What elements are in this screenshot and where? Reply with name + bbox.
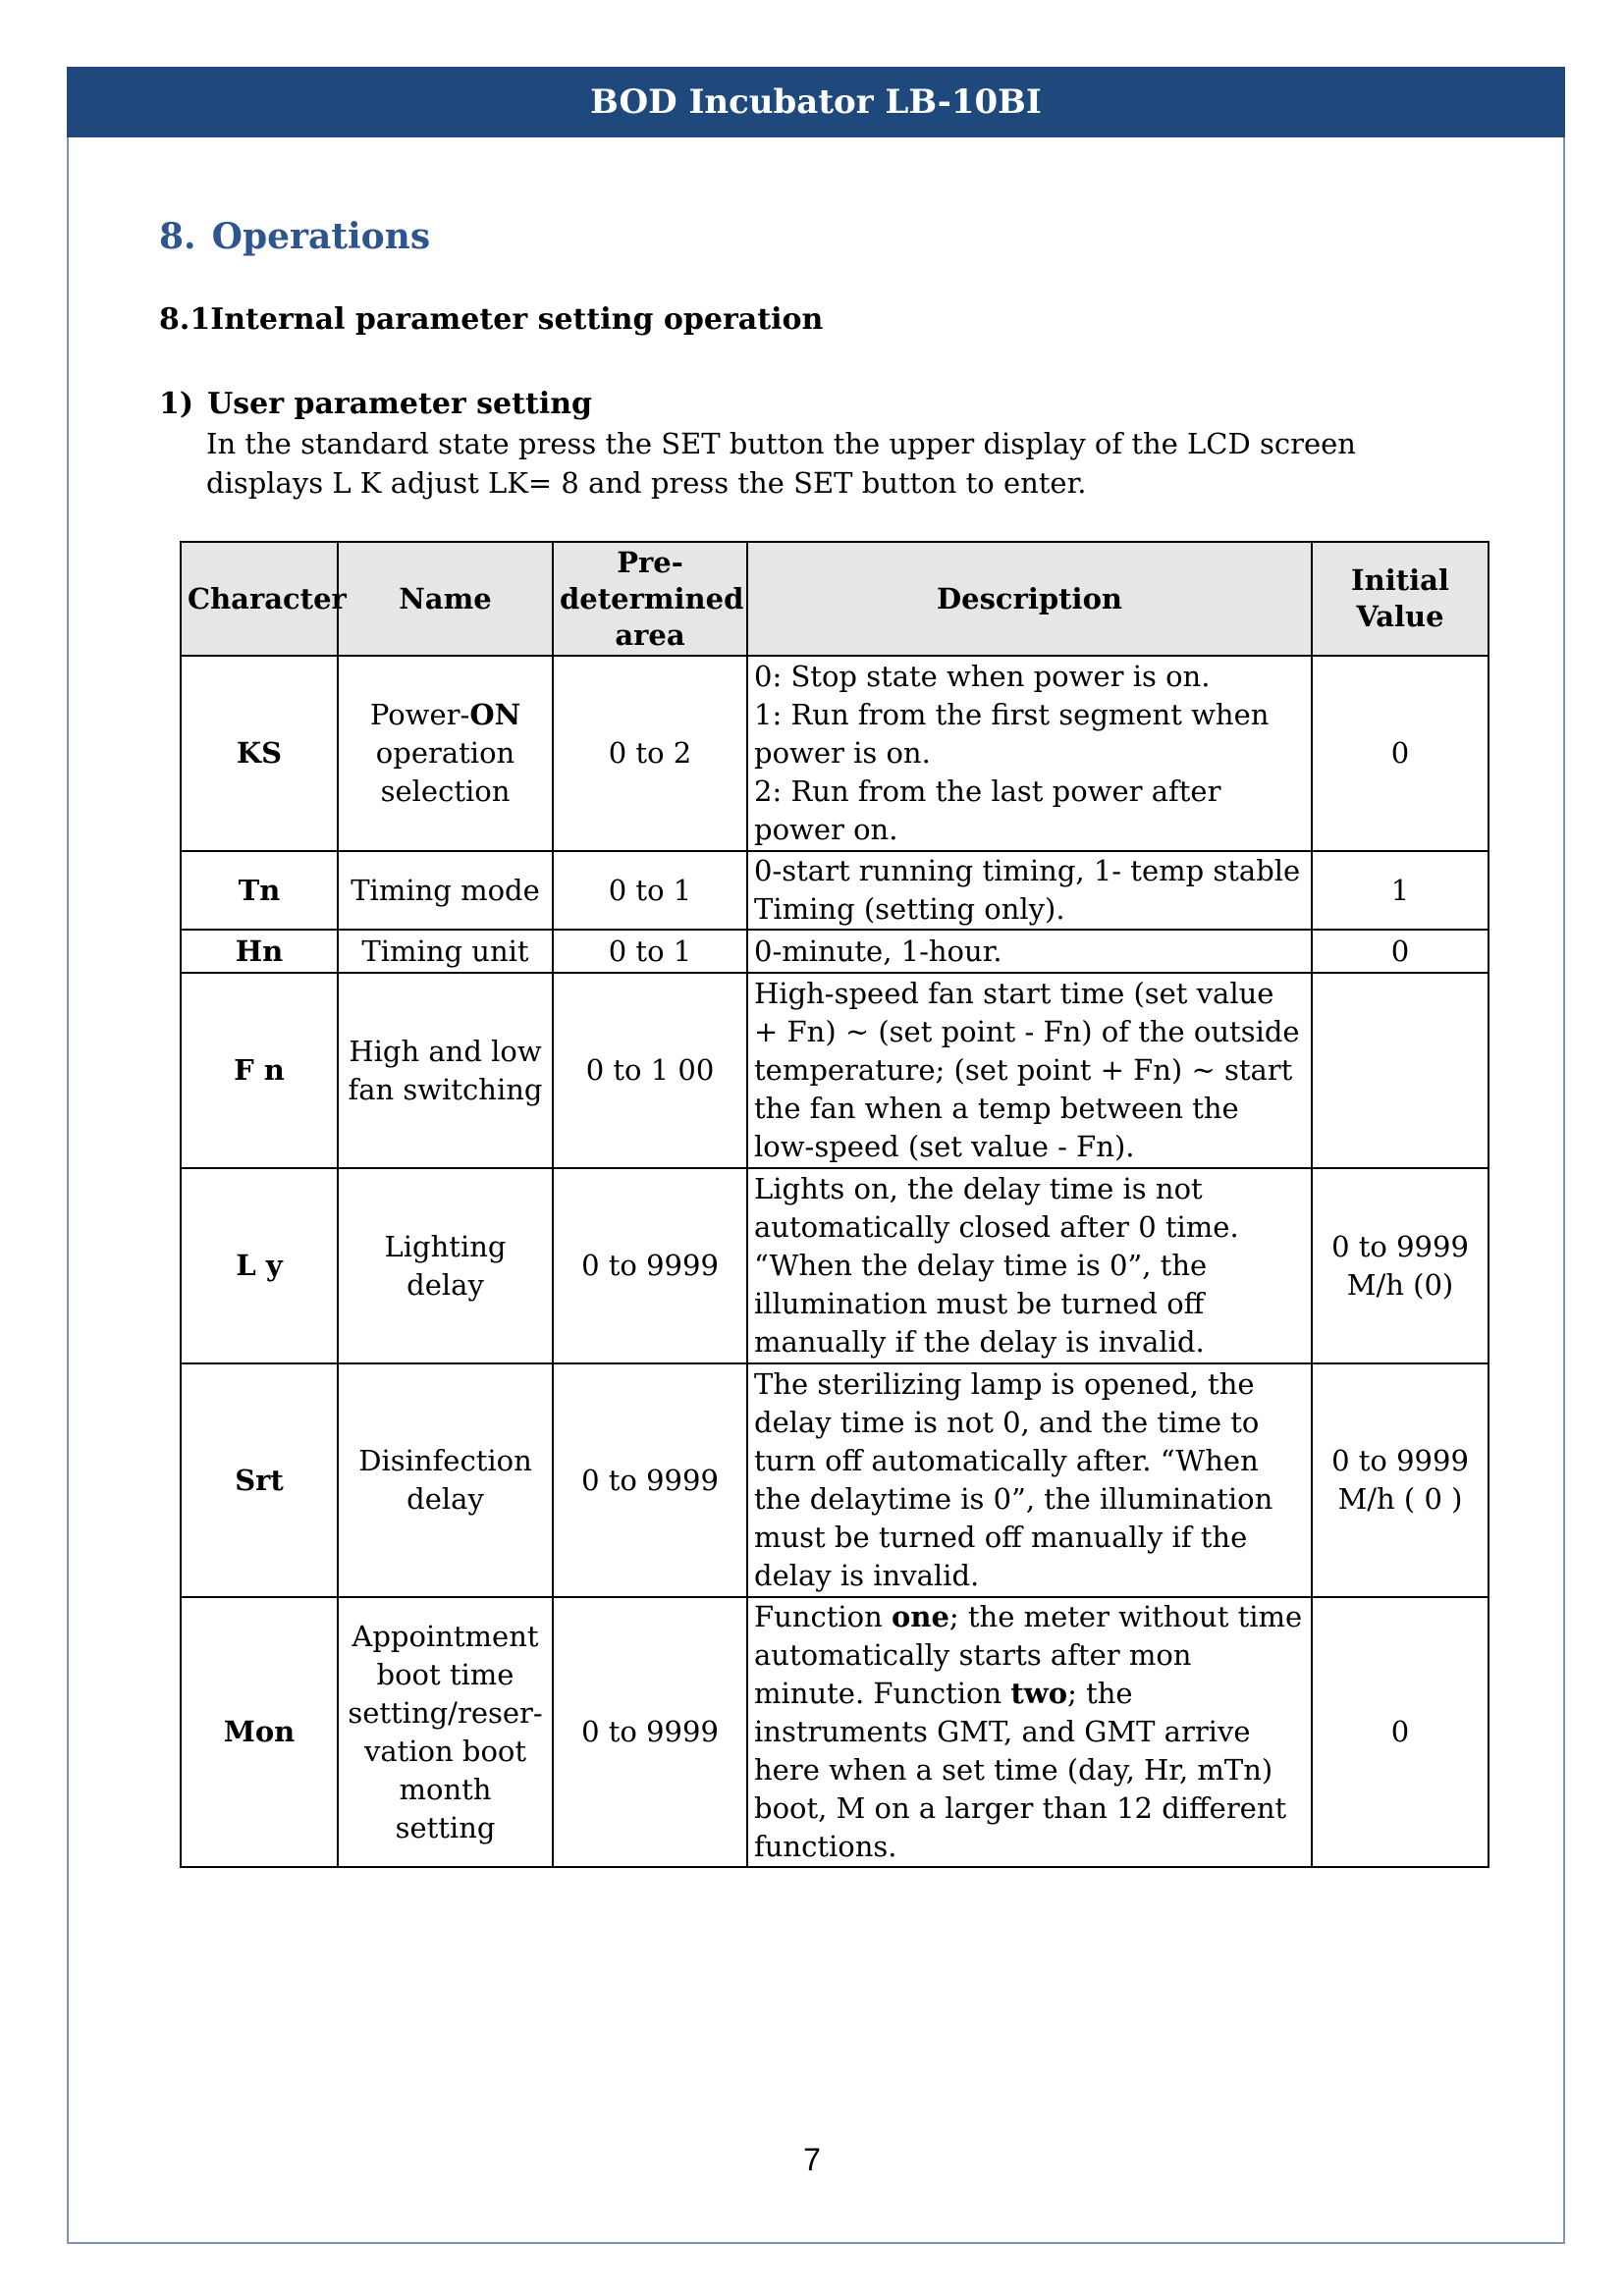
cell-character: Hn	[181, 930, 338, 973]
cell-name: Disinfection delay	[338, 1363, 553, 1597]
cell-description: High-speed fan start time (set value + Fn) ~ (set point - Fn) of the outside temperature; (set point + Fn) ~ start the fan when a temp between the low-speed (set value - Fn).	[747, 973, 1312, 1168]
description-line: 1: Run from the first segment when power is on.	[754, 698, 1270, 770]
cell-area: 0 to 9999	[553, 1363, 747, 1597]
description-text: ; the instruments GMT, and GMT arrive here when a set time (day, Hr, mTn) boot, M on a larger than 12 different functions.	[754, 1677, 1287, 1863]
name-text: operation selection	[375, 736, 515, 808]
cell-character: F n	[181, 973, 338, 1168]
table-row	[181, 1363, 1489, 1597]
item-number: 1)	[159, 387, 194, 421]
document-header: BOD Incubator LB-10BI	[67, 67, 1565, 137]
cell-description	[747, 656, 1312, 851]
section-heading	[159, 216, 430, 257]
cell-initial-value: 0	[1312, 1597, 1489, 1867]
subsection-title: Internal parameter setting operation	[210, 302, 824, 337]
cell-area: 0 to 2	[553, 656, 747, 851]
cell-initial-value: 0 to 9999 M/h (0)	[1312, 1168, 1489, 1363]
cell-name: Lighting delay	[338, 1168, 553, 1363]
header-initial-value: Initial Value	[1312, 542, 1489, 656]
description-line: 0: Stop state when power is on.	[754, 660, 1211, 693]
description-text: ; the meter without time automatically starts after mon minute.	[754, 1600, 1303, 1710]
item-body-text: In the standard state press the SET button the upper display of the LCD screen displays L K adjust LK= 8 and press the SET button to enter.	[206, 427, 1356, 500]
section-number: 8.	[159, 216, 196, 257]
cell-character: KS	[181, 656, 338, 851]
table-row	[181, 656, 1489, 851]
cell-description: 0-minute, 1-hour.	[747, 930, 1312, 973]
item-heading	[159, 387, 592, 421]
table-row	[181, 973, 1489, 1168]
table-row	[181, 930, 1489, 973]
cell-name	[338, 656, 553, 851]
description-line: 2: Run from the last power after power on.	[754, 774, 1221, 846]
name-bold-text: ON	[469, 698, 521, 731]
page-number: 7	[803, 2142, 821, 2177]
cell-area: 0 to 9999	[553, 1597, 747, 1867]
cell-initial-value: 0 to 9999 M/h ( 0 )	[1312, 1363, 1489, 1597]
cell-area: 0 to 9999	[553, 1168, 747, 1363]
cell-initial-value: 1	[1312, 851, 1489, 930]
cell-character: Mon	[181, 1597, 338, 1867]
table-row	[181, 851, 1489, 930]
cell-initial-value: 0	[1312, 930, 1489, 973]
section-title: Operations	[211, 216, 431, 257]
cell-description	[747, 1597, 1312, 1867]
cell-name: Timing mode	[338, 851, 553, 930]
cell-name: High and low fan switching	[338, 973, 553, 1168]
header-description: Description	[747, 542, 1312, 656]
header-character: Character	[181, 542, 338, 656]
header-name: Name	[338, 542, 553, 656]
header-area: Pre-determined area	[553, 542, 747, 656]
cell-area: 0 to 1	[553, 930, 747, 973]
subsection-heading	[159, 302, 823, 337]
cell-description: 0-start running timing, 1- temp stable Timing (setting only).	[747, 851, 1312, 930]
cell-character: L y	[181, 1168, 338, 1363]
description-text: Function	[873, 1677, 1011, 1710]
subsection-number: 8.1	[159, 302, 211, 337]
parameter-table	[180, 541, 1489, 1868]
cell-name: Appointment boot time setting/reser-vation boot month setting	[338, 1597, 553, 1867]
cell-area: 0 to 1	[553, 851, 747, 930]
description-text: Function	[754, 1600, 893, 1633]
name-text: Power-	[369, 698, 470, 731]
cell-character: Tn	[181, 851, 338, 930]
description-bold-text: one	[892, 1600, 949, 1633]
cell-initial-value	[1312, 973, 1489, 1168]
table-header-row	[181, 542, 1489, 656]
cell-character: Srt	[181, 1363, 338, 1597]
cell-description: Lights on, the delay time is not automatically closed after 0 time. “When the delay time is 0”, the illumination must be turned off manually if the delay is invalid.	[747, 1168, 1312, 1363]
item-title: User parameter setting	[207, 387, 593, 421]
cell-name: Timing unit	[338, 930, 553, 973]
table-row	[181, 1597, 1489, 1867]
cell-initial-value: 0	[1312, 656, 1489, 851]
table-row	[181, 1168, 1489, 1363]
cell-area: 0 to 1 00	[553, 973, 747, 1168]
cell-description: The sterilizing lamp is opened, the delay time is not 0, and the time to turn off automatically after. “When the delaytime is 0”, the illumination must be turned off manually if the delay is invalid.	[747, 1363, 1312, 1597]
description-bold-text: two	[1010, 1677, 1068, 1710]
